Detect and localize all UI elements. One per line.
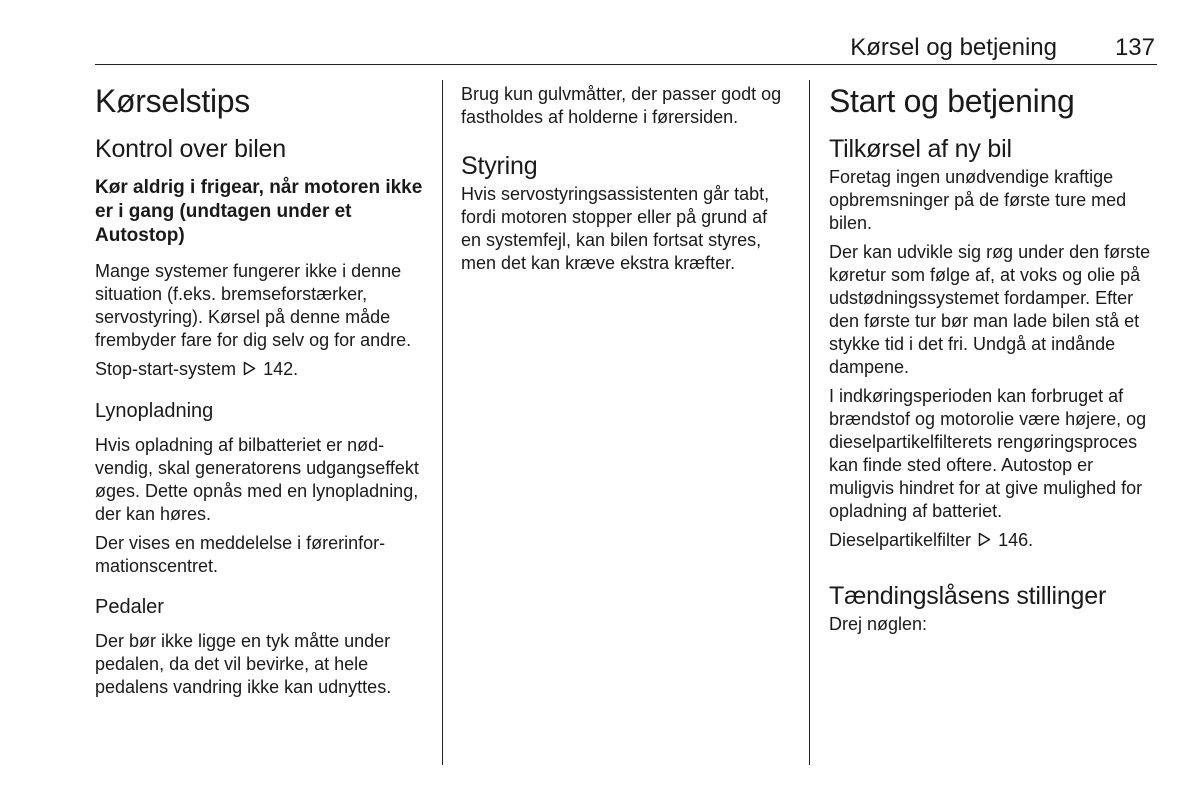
xref-page: 146.: [998, 530, 1034, 550]
subsection-title-kontrol: Kontrol over bilen: [95, 135, 286, 163]
column-2: [461, 80, 791, 275]
section-title-korselstips: Kørselstips: [95, 83, 250, 119]
column-divider-1: [442, 80, 443, 765]
paragraph-opbremsninger: Foretag ingen unødvendige kraftige opbremsninger på de første ture med bilen.: [829, 167, 1127, 233]
subsection-title-tilkorsel: Tilkørsel af ny bil: [829, 135, 1012, 163]
header-chapter-title: Kørsel og betjening: [850, 34, 1057, 61]
column-1: [95, 80, 425, 699]
paragraph-rog: Der kan udvikle sig røg under den første køretur som følge af, at voks og olie på udstødningssystemet fordamper. Efter den første tur bør man lade bilen stå et stykke tid i det fri. Undgå at indånde dampene.: [829, 242, 1151, 377]
xref-page: 142.: [263, 359, 299, 379]
paragraph-styring: Hvis servostyringsassistenten går tabt, fordi motoren stopper eller på grund af en systemfejl, kan bilen fortsat styres, men det kan kræve ekstra kræfter.: [461, 184, 770, 273]
section-title-start-betjening: Start og betjening: [829, 83, 1075, 119]
subheading-pedaler: Pedaler: [95, 596, 164, 618]
column-3: [829, 80, 1159, 636]
cross-reference-stop-start[interactable]: [95, 358, 425, 382]
cross-reference-arrow-icon: [243, 359, 256, 382]
paragraph-drej-noglen: Drej nøglen:: [829, 614, 928, 634]
column-divider-2: [809, 80, 810, 765]
paragraph-pedaler: Der bør ikke ligge en tyk måtte under pedalen, da det vil bevirke, at hele pedalens vandring ikke kan udnyttes.: [95, 631, 392, 697]
subheading-lynopladning: Lynopladning: [95, 400, 214, 422]
xref-label: Stop-start-system: [95, 359, 237, 379]
cross-reference-dieselpartikelfilter[interactable]: [829, 529, 1159, 553]
paragraph-systemer: Mange systemer fungerer ikke i denne situation (f.eks. bremseforstærker, servostyring). Kørsel på denne måde frembyder fare for dig selv og for andre.: [95, 261, 412, 350]
paragraph-lynopladning-1: Hvis opladning af bilbatteriet er nødvendig, skal generatorens udgangseffekt øges. Dette opnås med en lynopladning, der kan høres.: [95, 435, 419, 524]
paragraph-gulvmaatter: Brug kun gulvmåtter, der passer godt og fastholdes af holderne i førersiden.: [461, 84, 782, 127]
xref-label: Dieselpartikelfilter: [829, 530, 972, 550]
subsection-title-styring: Styring: [461, 152, 538, 180]
page-header: [95, 34, 1157, 65]
cross-reference-arrow-icon: [978, 530, 991, 553]
paragraph-lynopladning-2: Der vises en meddelelse i førerinformationscentret.: [95, 533, 386, 576]
page-number: 137: [1114, 34, 1155, 61]
subsection-title-taendingslaas: Tændingslåsens stillinger: [829, 582, 1107, 610]
paragraph-indkoringsperioden: I indkøringsperioden kan forbruget af brændstof og motorolie være højere, og dieselpartikelfilterets rengøringsproces kan finde sted oftere. Autostop er muligvis hindret for at give mulighed for opladning af batteriet.: [829, 386, 1147, 521]
warning-heading-frigear: Kør aldrig i frigear, når motoren ikke er i gang (undtagen under et Autostop): [95, 177, 423, 246]
